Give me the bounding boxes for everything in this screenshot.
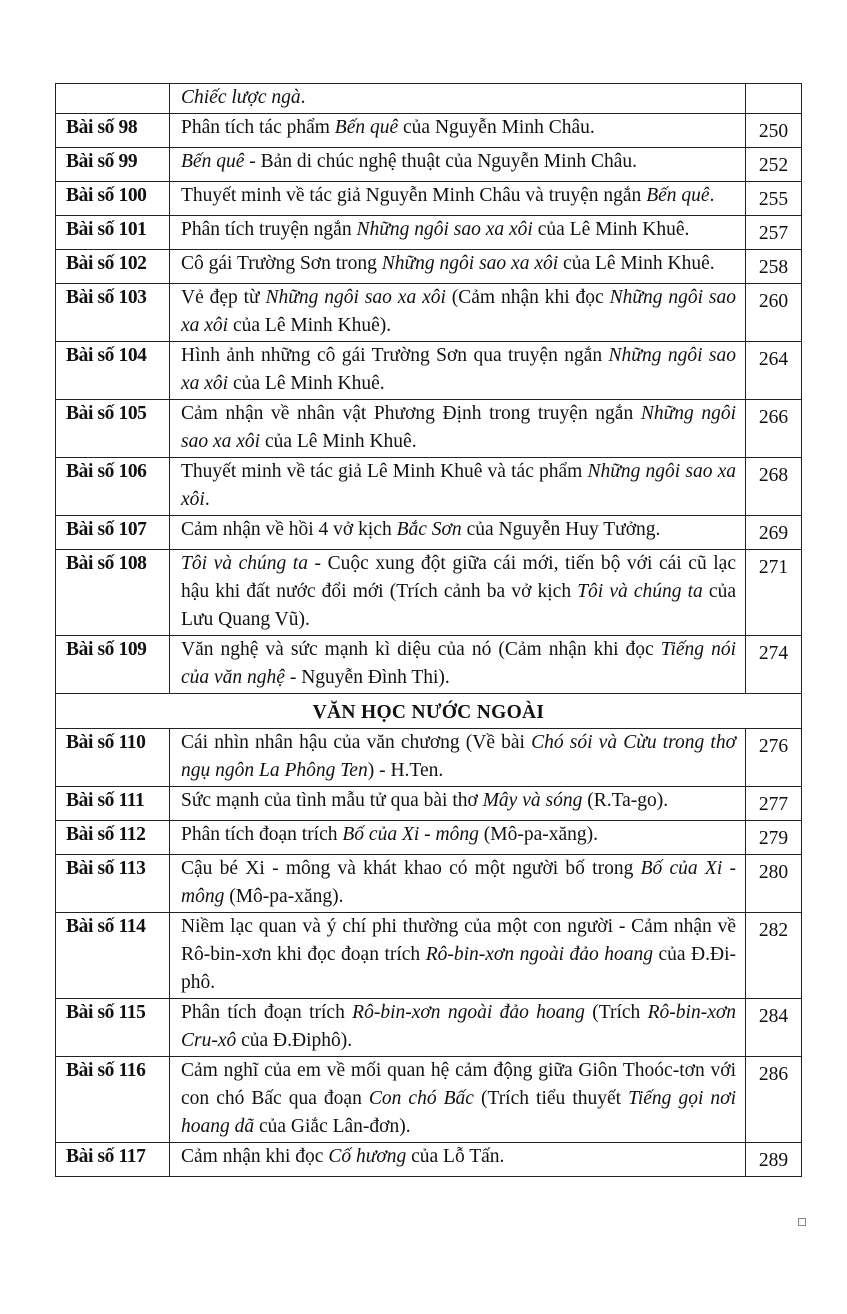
- page-number: 276: [746, 729, 802, 787]
- lesson-number: Bài số 101: [56, 216, 170, 250]
- table-end-marker: [798, 1218, 806, 1226]
- lesson-title: [170, 516, 746, 550]
- section-heading-row: [56, 694, 802, 729]
- lesson-title: [170, 458, 746, 516]
- work-title-text: Chiếc lược ngà: [181, 87, 301, 108]
- work-title-text: Bến quê: [646, 185, 710, 206]
- toc-row: [56, 636, 802, 694]
- title-text: Phân tích đoạn trích: [181, 824, 343, 845]
- title-text: Cậu bé Xi - mông và khát khao có một người bố trong: [181, 858, 641, 879]
- lesson-title: [170, 400, 746, 458]
- toc-row: [56, 84, 802, 114]
- lesson-title: [170, 550, 746, 636]
- toc-row: [56, 250, 802, 284]
- page-number: 284: [746, 999, 802, 1057]
- toc-row: [56, 516, 802, 550]
- page-number: 264: [746, 342, 802, 400]
- page-number: 274: [746, 636, 802, 694]
- title-text: của Giắc Lân-đơn).: [254, 1116, 411, 1137]
- title-text: Cảm nhận về hồi 4 vở kịch: [181, 519, 397, 540]
- title-text: (Cảm nhận khi đọc: [445, 287, 610, 308]
- work-title-text: Rô-bin-xơn ngoài đảo hoang: [425, 944, 653, 965]
- page-number: 286: [746, 1057, 802, 1143]
- title-text: Cô gái Trường Sơn trong: [181, 253, 382, 274]
- page-number: 277: [746, 787, 802, 821]
- work-title-text: Bố của Xi - mông: [342, 824, 479, 845]
- work-title-text: Mây và sóng: [482, 790, 583, 811]
- title-text: Niềm lạc quan và ý chí phi thường của một con người - Cảm nhận về Rô-bin-xơn khi đọc đoạn trích: [181, 916, 736, 965]
- title-text: - Nguyễn Đình Thi).: [284, 667, 450, 688]
- lesson-title: [170, 114, 746, 148]
- lesson-number: Bài số 110: [56, 729, 170, 787]
- lesson-number: Bài số 108: [56, 550, 170, 636]
- work-title-text: Bắc Sơn: [396, 519, 462, 540]
- work-title-text: Tiếng nói của văn nghệ: [181, 639, 736, 688]
- toc-row: [56, 114, 802, 148]
- lesson-title: [170, 913, 746, 999]
- title-text: (Trích: [584, 1002, 648, 1023]
- title-text: Cảm nhận về nhân vật Phương Định trong truyện ngắn: [181, 403, 641, 424]
- title-text: của Lưu Quang Vũ).: [181, 581, 736, 630]
- toc-row: [56, 458, 802, 516]
- work-title-text: Rô-bin-xơn Cru-xô: [181, 1002, 737, 1051]
- page-number: 257: [746, 216, 802, 250]
- work-title-text: Bến quê: [334, 117, 399, 138]
- lesson-title: [170, 1143, 746, 1177]
- title-text: - Bản di chúc nghệ thuật của Nguyễn Minh Châu.: [244, 151, 637, 172]
- lesson-number: Bài số 104: [56, 342, 170, 400]
- toc-row: [56, 182, 802, 216]
- lesson-number: Bài số 114: [56, 913, 170, 999]
- lesson-title: [170, 855, 746, 913]
- lesson-title: [170, 216, 746, 250]
- lesson-title: [170, 821, 746, 855]
- lesson-title: [170, 84, 746, 114]
- work-title-text: Bến quê: [181, 151, 245, 172]
- page-number: [746, 84, 802, 114]
- title-text: của Lê Minh Khuê.: [532, 219, 690, 240]
- page-number: 289: [746, 1143, 802, 1177]
- lesson-number: Bài số 112: [56, 821, 170, 855]
- lesson-title: [170, 1057, 746, 1143]
- toc-row: [56, 550, 802, 636]
- toc-row: [56, 729, 802, 787]
- title-text: - Cuộc xung đột giữa cái mới, tiến bộ với cái cũ lạc hậu khi đất nước đổi mới (Trích cảnh ba vở kịch: [181, 553, 736, 602]
- lesson-title: [170, 250, 746, 284]
- lesson-number: Bài số 109: [56, 636, 170, 694]
- toc-row: [56, 1057, 802, 1143]
- title-text: Phân tích đoạn trích: [181, 1002, 353, 1023]
- toc-row: [56, 999, 802, 1057]
- title-text: của Lê Minh Khuê).: [228, 315, 392, 336]
- title-text: (Trích tiểu thuyết: [473, 1088, 629, 1109]
- work-title-text: Tôi và chúng ta: [181, 553, 308, 574]
- lesson-number: Bài số 98: [56, 114, 170, 148]
- work-title-text: Những ngôi sao xa xôi: [181, 345, 737, 394]
- lesson-title: [170, 284, 746, 342]
- title-text: Cảm nhận khi đọc: [181, 1146, 329, 1167]
- work-title-text: Chó sói và Cừu trong thơ ngụ ngôn La Phông Ten: [181, 732, 736, 781]
- page-number: 282: [746, 913, 802, 999]
- title-text: .: [204, 489, 210, 510]
- toc-row: [56, 400, 802, 458]
- lesson-number: Bài số 111: [56, 787, 170, 821]
- page-number: 280: [746, 855, 802, 913]
- page-number: 266: [746, 400, 802, 458]
- work-title-text: Con chó Bấc: [368, 1088, 474, 1109]
- title-text: Hình ảnh những cô gái Trường Sơn qua truyện ngắn: [181, 345, 609, 366]
- work-title-text: Những ngôi sao xa xôi: [356, 219, 533, 240]
- title-text: (Mô-pa-xăng).: [224, 886, 344, 907]
- lesson-number: Bài số 103: [56, 284, 170, 342]
- title-text: Văn nghệ và sức mạnh kì diệu của nó (Cảm nhận khi đọc: [181, 639, 661, 660]
- lesson-number: Bài số 106: [56, 458, 170, 516]
- title-text: .: [709, 185, 715, 206]
- work-title-text: Những ngôi sao xa xôi: [181, 403, 736, 452]
- lesson-number: Bài số 102: [56, 250, 170, 284]
- toc-body: [56, 84, 802, 1177]
- page-number: 252: [746, 148, 802, 182]
- page-number: 255: [746, 182, 802, 216]
- toc-row: [56, 855, 802, 913]
- lesson-number: Bài số 100: [56, 182, 170, 216]
- lesson-title: [170, 787, 746, 821]
- lesson-title: [170, 729, 746, 787]
- title-text: Cái nhìn nhân hậu của văn chương (Về bài: [181, 732, 532, 753]
- page-number: 258: [746, 250, 802, 284]
- title-text: Vẻ đẹp từ: [181, 287, 266, 308]
- toc-row: [56, 1143, 802, 1177]
- title-text: của Nguyễn Minh Châu.: [398, 117, 595, 138]
- page-number: 260: [746, 284, 802, 342]
- toc-row: [56, 821, 802, 855]
- title-text: của Lỗ Tấn.: [406, 1146, 505, 1167]
- title-text: Cảm nghĩ của em về mối quan hệ cảm động giữa Giôn Thoóc-tơn với con chó Bấc qua đoạn: [181, 1060, 736, 1109]
- title-text: của Lê Minh Khuê.: [260, 431, 417, 452]
- toc-row: [56, 787, 802, 821]
- page-number: 269: [746, 516, 802, 550]
- toc-row: [56, 284, 802, 342]
- title-text: Phân tích truyện ngắn: [181, 219, 357, 240]
- work-title-text: Những ngôi sao xa xôi: [181, 461, 736, 510]
- title-text: ) - H.Ten.: [367, 760, 444, 781]
- title-text: (Mô-pa-xăng).: [478, 824, 598, 845]
- title-text: của Đ.Điphô).: [236, 1030, 353, 1051]
- toc-table: [55, 83, 802, 1177]
- work-title-text: Tôi và chúng ta: [577, 581, 703, 602]
- work-title-text: Cố hương: [328, 1146, 407, 1167]
- lesson-title: [170, 999, 746, 1057]
- title-text: (R.Ta-go).: [582, 790, 669, 811]
- lesson-number: Bài số 115: [56, 999, 170, 1057]
- toc-row: [56, 216, 802, 250]
- title-text: Thuyết minh về tác giả Nguyễn Minh Châu và truyện ngắn: [181, 185, 647, 206]
- work-title-text: Tiếng gọi nơi hoang dã: [181, 1088, 736, 1137]
- lesson-number: Bài số 113: [56, 855, 170, 913]
- work-title-text: Những ngôi sao xa xôi: [265, 287, 446, 308]
- lesson-number: [56, 84, 170, 114]
- lesson-number: Bài số 116: [56, 1057, 170, 1143]
- title-text: Sức mạnh của tình mẫu tử qua bài thơ: [181, 790, 483, 811]
- lesson-number: Bài số 99: [56, 148, 170, 182]
- work-title-text: Những ngôi sao xa xôi: [381, 253, 559, 274]
- title-text: Phân tích tác phẩm: [181, 117, 335, 138]
- page-number: 250: [746, 114, 802, 148]
- title-text: của Lê Minh Khuê.: [228, 373, 385, 394]
- work-title-text: Rô-bin-xơn ngoài đảo hoang: [352, 1002, 585, 1023]
- lesson-title: [170, 342, 746, 400]
- title-text: của Đ.Đi-phô.: [181, 944, 736, 993]
- title-text: của Lê Minh Khuê.: [558, 253, 715, 274]
- lesson-number: Bài số 117: [56, 1143, 170, 1177]
- toc-row: [56, 913, 802, 999]
- title-text: của Nguyễn Huy Tưởng.: [461, 519, 661, 540]
- page-number: 271: [746, 550, 802, 636]
- lesson-title: [170, 182, 746, 216]
- lesson-title: [170, 636, 746, 694]
- work-title-text: Bố của Xi - mông: [181, 858, 737, 907]
- title-text: .: [300, 87, 306, 108]
- page-number: 279: [746, 821, 802, 855]
- lesson-title: [170, 148, 746, 182]
- toc-row: [56, 342, 802, 400]
- work-title-text: Những ngôi sao xa xôi: [181, 287, 736, 336]
- section-heading: VĂN HỌC NƯỚC NGOÀI: [56, 694, 802, 729]
- lesson-number: Bài số 105: [56, 400, 170, 458]
- page-number: 268: [746, 458, 802, 516]
- title-text: Thuyết minh về tác giả Lê Minh Khuê và tác phẩm: [181, 461, 588, 482]
- lesson-number: Bài số 107: [56, 516, 170, 550]
- toc-row: [56, 148, 802, 182]
